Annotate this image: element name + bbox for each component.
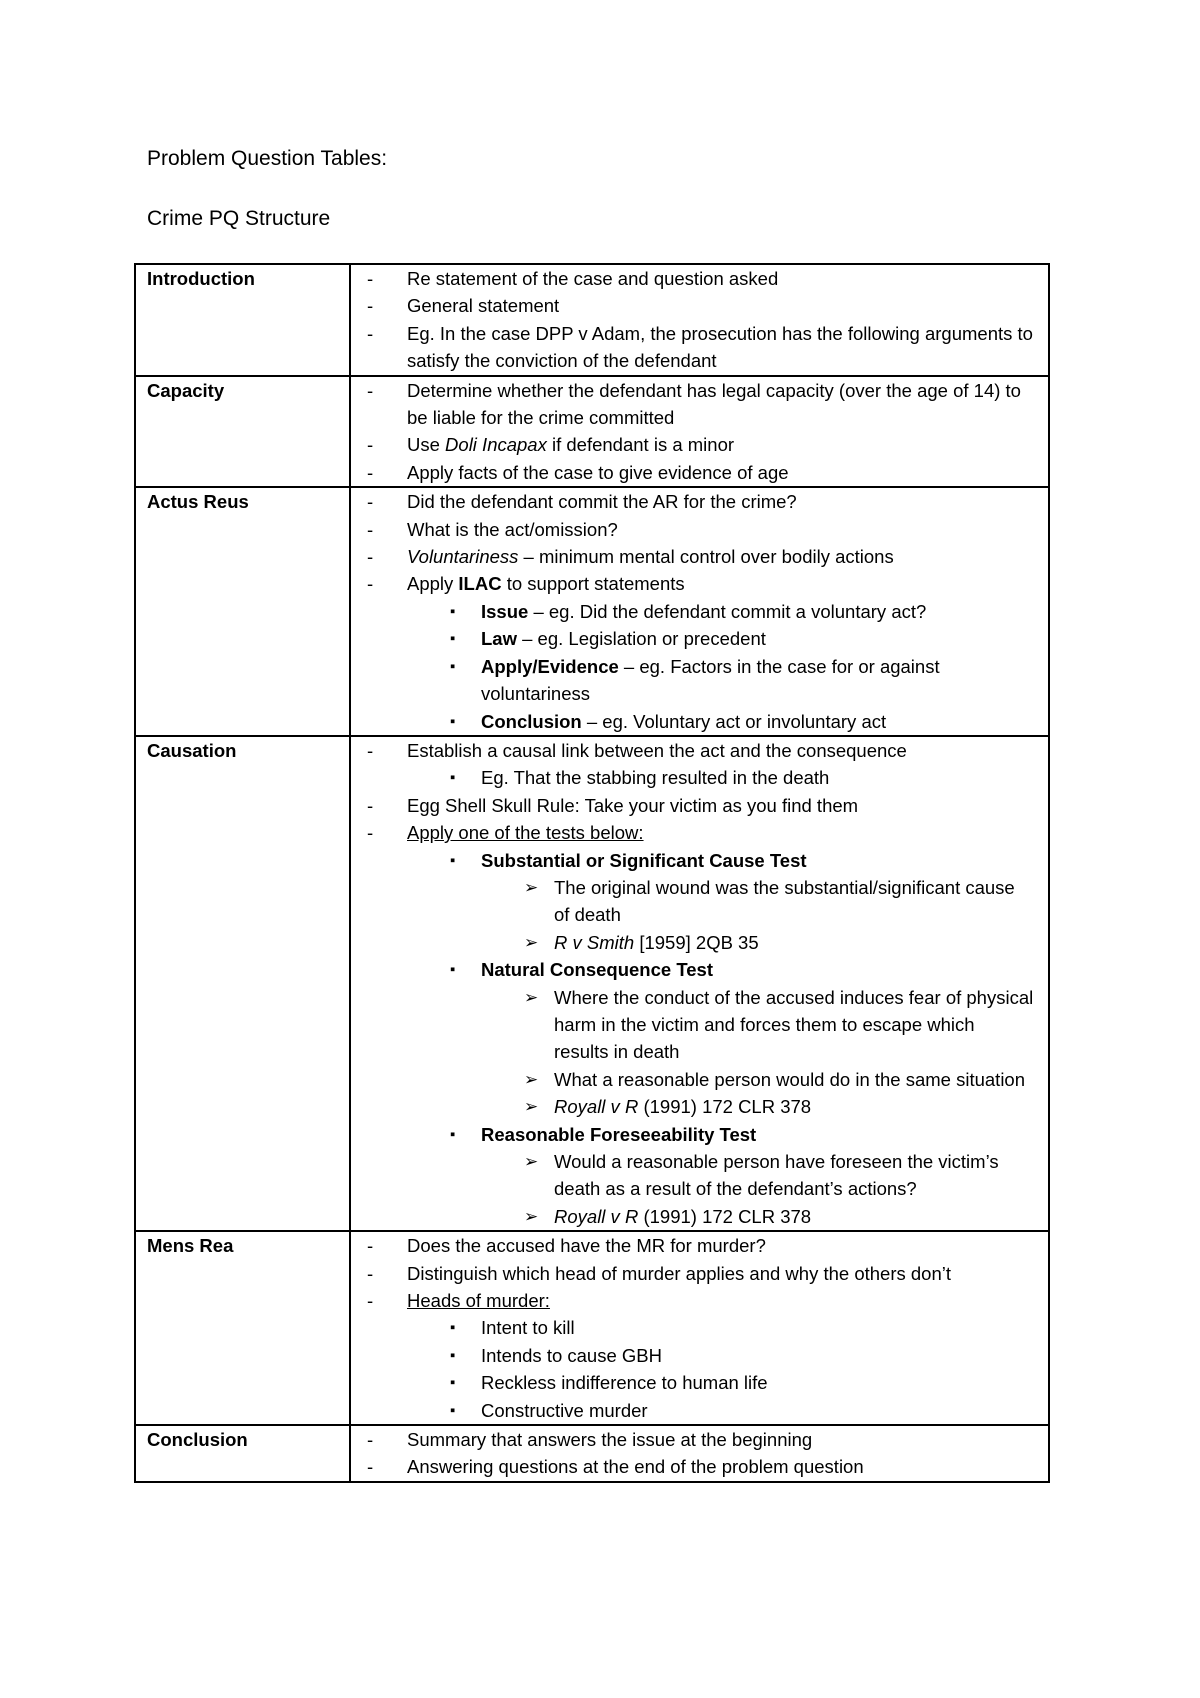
- list-item: - Re statement of the case and question asked: [360, 265, 1034, 292]
- arrow-list-item: ➢ Where the conduct of the accused induces fear of physical harm in the victim and forces them to escape which results in death: [360, 984, 1034, 1066]
- list-item: - Egg Shell Skull Rule: Take your victim as you find them: [360, 792, 1034, 819]
- sub-list-item: ▪ Natural Consequence Test: [360, 956, 1034, 983]
- list-item: - Apply facts of the case to give evidence of age: [360, 459, 1034, 486]
- table-row-introduction: [135, 264, 1049, 376]
- sub-list-item: ▪ Constructive murder: [360, 1397, 1034, 1424]
- arrow-list-item: ➢ Royall v R (1991) 172 CLR 378: [360, 1203, 1034, 1230]
- row-heading: Actus Reus: [135, 487, 350, 736]
- row-heading: Causation: [135, 736, 350, 1231]
- row-body: [350, 487, 1049, 736]
- row-heading: Capacity: [135, 376, 350, 488]
- list-item: - Did the defendant commit the AR for the crime?: [360, 488, 1034, 515]
- list-item: - Determine whether the defendant has legal capacity (over the age of 14) to be liable for the crime committed: [360, 377, 1034, 432]
- arrow-list-item: ➢ Would a reasonable person have foreseen the victim’s death as a result of the defendant’s actions?: [360, 1148, 1034, 1203]
- arrow-list-item: ➢ R v Smith [1959] 2QB 35: [360, 929, 1034, 956]
- sub-list-item: ▪ Issue – eg. Did the defendant commit a voluntary act?: [360, 598, 1034, 625]
- table-row-capacity: [135, 376, 1049, 488]
- table-row-actus-reus: [135, 487, 1049, 736]
- sub-list-item: ▪ Reckless indifference to human life: [360, 1369, 1034, 1396]
- row-body: [350, 736, 1049, 1231]
- crime-pq-table: [134, 263, 1050, 1483]
- list-item: - Does the accused have the MR for murder?: [360, 1232, 1034, 1259]
- list-item: - Heads of murder:: [360, 1287, 1034, 1314]
- list-item: - Distinguish which head of murder applies and why the others don’t: [360, 1260, 1034, 1287]
- row-heading: Mens Rea: [135, 1231, 350, 1425]
- list-item: - Apply ILAC to support statements: [360, 570, 1034, 597]
- arrow-list-item: ➢ Royall v R (1991) 172 CLR 378: [360, 1093, 1034, 1120]
- table-row-causation: [135, 736, 1049, 1231]
- sub-list-item: ▪ Substantial or Significant Cause Test: [360, 847, 1034, 874]
- row-heading: Conclusion: [135, 1425, 350, 1482]
- list-item: - Apply one of the tests below:: [360, 819, 1034, 846]
- sub-list-item: ▪ Apply/Evidence – eg. Factors in the case for or against voluntariness: [360, 653, 1034, 708]
- list-item: - Answering questions at the end of the problem question: [360, 1453, 1034, 1480]
- sub-list-item: ▪ Law – eg. Legislation or precedent: [360, 625, 1034, 652]
- list-item: - What is the act/omission?: [360, 516, 1034, 543]
- page-title: Problem Question Tables:: [147, 147, 388, 170]
- row-body: [350, 376, 1049, 488]
- sub-list-item: ▪ Conclusion – eg. Voluntary act or involuntary act: [360, 708, 1034, 735]
- table-row-mens-rea: [135, 1231, 1049, 1425]
- sub-list-item: ▪ Intent to kill: [360, 1314, 1034, 1341]
- row-body: [350, 1425, 1049, 1482]
- list-item: - Voluntariness – minimum mental control over bodily actions: [360, 543, 1034, 570]
- sub-list-item: ▪ Reasonable Foreseeability Test: [360, 1121, 1034, 1148]
- row-body: [350, 264, 1049, 376]
- table-row-conclusion: [135, 1425, 1049, 1482]
- list-item: - Eg. In the case DPP v Adam, the prosecution has the following arguments to satisfy the conviction of the defendant: [360, 320, 1034, 375]
- arrow-list-item: ➢ What a reasonable person would do in the same situation: [360, 1066, 1034, 1093]
- arrow-list-item: ➢ The original wound was the substantial/significant cause of death: [360, 874, 1034, 929]
- list-item: - Summary that answers the issue at the beginning: [360, 1426, 1034, 1453]
- list-item: - Establish a causal link between the act and the consequence: [360, 737, 1034, 764]
- sub-list-item: ▪ Intends to cause GBH: [360, 1342, 1034, 1369]
- row-heading: Introduction: [135, 264, 350, 376]
- list-item: - General statement: [360, 292, 1034, 319]
- list-item: - Use Doli Incapax if defendant is a minor: [360, 431, 1034, 458]
- sub-list-item: ▪ Eg. That the stabbing resulted in the death: [360, 764, 1034, 791]
- row-body: [350, 1231, 1049, 1425]
- section-subtitle: Crime PQ Structure: [147, 207, 331, 230]
